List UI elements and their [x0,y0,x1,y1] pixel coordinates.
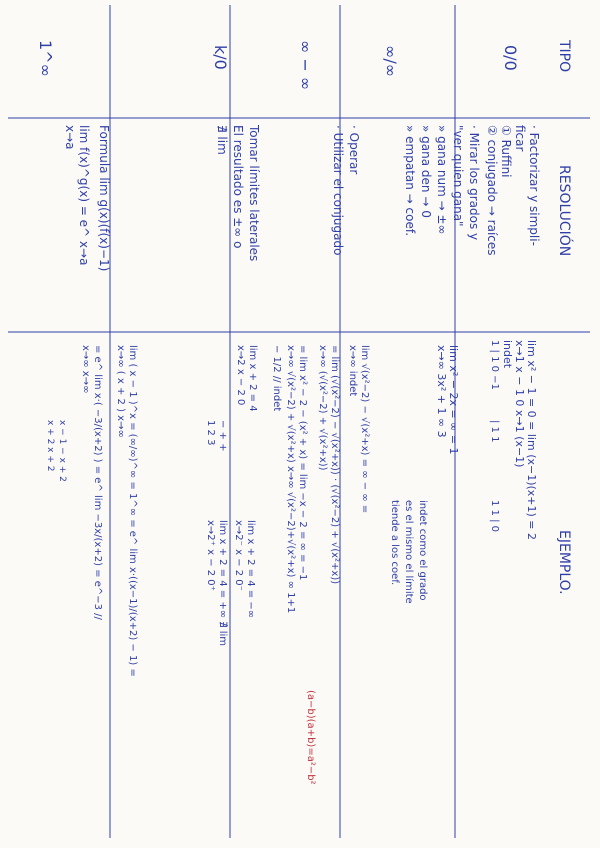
row-resolucion-line: » empatan → coef. [403,125,417,237]
row-ejemplo-line: x→2⁻ x − 2 0⁻ [233,520,244,591]
row-resolucion-line: · Factorizar y simpli- [527,125,541,246]
row-ejemplo-line: x→2⁺ x − 2 0⁺ [205,520,216,591]
row-tipo: ∞/∞ [381,45,400,78]
row-resolucion-line: ficar [513,125,527,152]
row-ejemplo-line: | 1 1 [489,420,500,443]
row-resolucion-line: Tomar límites laterales [247,125,261,262]
row-ejemplo-line: 1 | 1 0 −1 [489,340,500,390]
row-ejemplo-line: x→∞ √(x²−2) + √(x²+x) x→∞ √(x²−2)+√(x²+x) ∞ 1+1 [285,345,296,614]
row-resolucion-line: ② conjugado → raíces [485,125,499,256]
row-ejemplo-line: − + + [217,420,228,452]
row-ejemplo-line: = lim x² − 2 − (x² + x) = lim −x − 2 = ∞ = −1 [297,345,308,581]
row-resolucion-line: · Mirar los grados y [467,125,481,241]
row-tipo: ∞ − ∞ [296,40,315,91]
row-ejemplo-line: tiende a los coef. [389,500,400,586]
header-tipo: TIPO [556,40,572,73]
row-ejemplo-line: x + 2 x + 2 [45,420,55,472]
row-ejemplo-line: lim x + 2 = 4 = −∞ [245,520,256,619]
row-ejemplo-line: x→1 x − 1 0 x→1 (x−1) [513,340,526,468]
row-ejemplo-line: x→2 x − 2 0 [235,345,246,406]
row-resolucion-line: ① Ruffini [499,125,513,178]
row-ejemplo-line: lim x + 2 = 4 = +∞ ∄ lim [217,520,228,647]
row-tipo: k/0 [211,45,230,70]
header-ejemplo: EJEMPLO. [556,530,572,595]
row-ejemplo-line: lim x² − 1 = 0 = lim (x−1)(x+1) = 2 [525,340,538,541]
row-ejemplo-line: = lim (√(x²−2) − √(x²+x)) · (√(x²−2) + √(x²+x)) [329,345,340,585]
row-tipo: 0/0 [501,45,520,71]
row-ejemplo-line: x→∞ x→∞ [80,345,91,394]
row-ejemplo-line: indet [501,340,514,369]
row-ejemplo-line: 1 2 3 [205,420,216,446]
conjugate-annotation: (a−b)(a+b)=a²−b² [305,690,316,785]
row-ejemplo-line: x→∞ 3x² + 1 ∞ 3 [435,345,448,438]
row-tipo: 1^∞ [36,40,55,77]
row-resolucion-line: x→a [63,125,77,150]
row-ejemplo-line: x→∞ indet [347,345,358,397]
row-resolucion-line: · Operar [347,125,361,175]
header-resolucion: RESOLUCIÓN [556,165,572,257]
row-ejemplo-line: x→∞ (√(x²−2) + √(x²+x)) [317,345,328,471]
row-ejemplo-line: = e^ lim x·( −3/(x+2) ) = e^ lim −3x/(x+2) = e^−3 // [92,345,103,620]
row-ejemplo-line: lim √(x²−2) − √(x²+x) = ∞ − ∞ = [359,345,370,514]
row-resolucion-line: » gana num → ±∞ [435,125,449,235]
row-resolucion-line: "ver quien gana" [451,125,465,227]
row-resolucion-line: ∄ lim [215,125,229,155]
row-ejemplo-line: lim x + 2 = 4 [247,345,258,412]
row-ejemplo-line: − 1/2 // indet [271,345,282,412]
row-ejemplo-line: lim ( x − 1 )^x = (∞/∞)^∞ = 1^∞ = e^ lim x·((x−1)/(x+2) − 1) = [127,345,138,677]
row-ejemplo-line: es el mismo el límite [403,500,414,604]
row-resolucion-line: · Utilizar el conjugado [331,125,345,256]
row-ejemplo-line: lim x² − 2x = ∞ = 1 [447,345,460,455]
row-resolucion-line: El resultado es ±∞ o [231,125,245,249]
row-resolucion-line: Formula lim g(x)(f(x)−1) [97,125,111,272]
row-ejemplo-line: x − 1 − x + 2 [57,420,67,482]
row-ejemplo-line: 1 1 | 0 [489,500,500,532]
row-ejemplo-line: indet como el grado [417,500,428,601]
row-resolucion-line: » gana den → 0 [419,125,433,218]
row-resolucion-line: lim f(x)^g(x) = e^ x→a [77,125,91,266]
row-ejemplo-line: x→∞ ( x + 2 ) x→∞ [115,345,126,438]
